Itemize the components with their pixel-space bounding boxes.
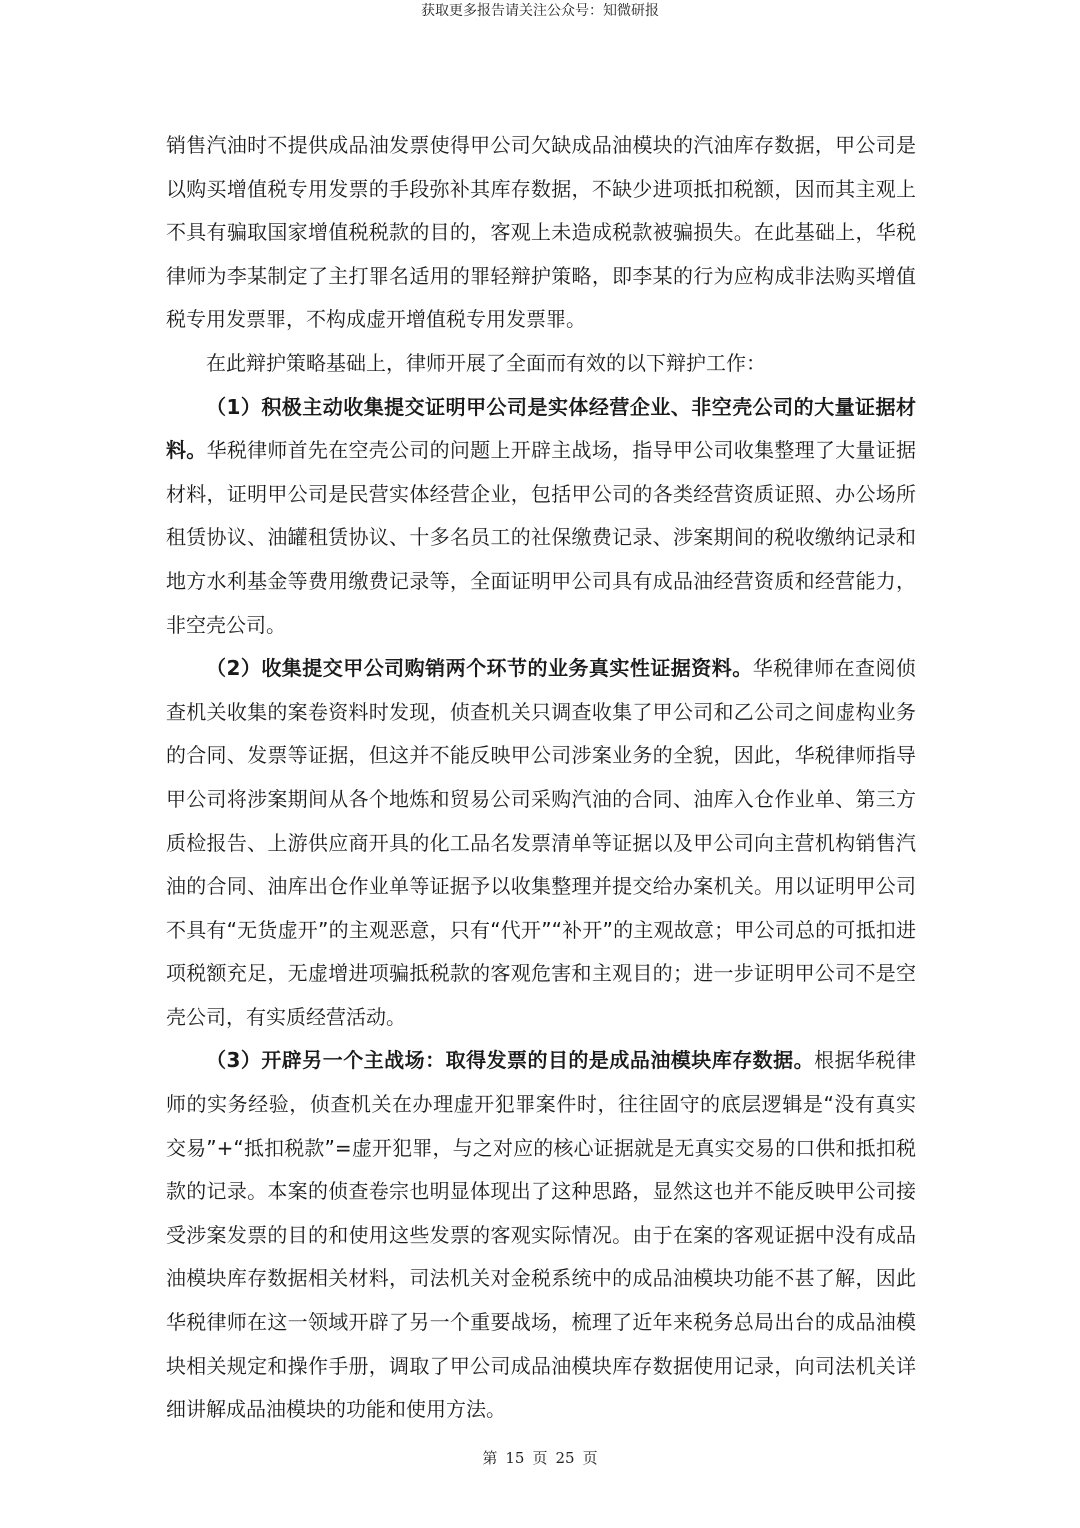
paragraph-1: 销售汽油时不提供成品油发票使得甲公司欠缺成品油模块的汽油库存数据，甲公司是以购买增值税专用发票的手段弥补其库存数据，不缺少进项抵扣税额，因而其主观上不具有骗取国家增值税税款的目的，客观上未造成税款被骗损失。在此基础上，华税律师为李某制定了主打罪名适用的罪轻辩护策略，即李某的行为应构成非法购买增值税专用发票罪，不构成虚开增值税专用发票罪。 [166, 133, 916, 332]
paragraph-5-text: 根据华税律师的实务经验，侦查机关在办理虚开犯罪案件时，往往固守的底层逻辑是“没有真实交易”+“抵扣税款”=虚开犯罪，与之对应的核心证据就是无真实交易的口供和抵扣税款的记录。本案的侦查卷宗也明显体现出了这种思路，显然这也并不能反映甲公司接受涉案发票的目的和使用这些发票的客观实际情况。由于在案的客观证据中没有成品油模块库存数据相关材料，司法机关对金税系统中的成品油模块功能不甚了解，因此华税律师在这一领域开辟了另一个重要战场，梳理了近年来税务总局出台的成品油模块相关规定和操作手册，调取了甲公司成品油模块库存数据使用记录，向司法机关详细讲解成品油模块的功能和使用方法。 [166, 1048, 917, 1422]
paragraph-3 [166, 386, 916, 648]
page-total: 25 [555, 1449, 575, 1467]
footer-suffix: 页 [582, 1449, 598, 1467]
footer-middle: 页 [532, 1449, 548, 1467]
footer-prefix: 第 [482, 1449, 498, 1467]
page-number: 15 [505, 1449, 525, 1467]
paragraph-3-text: 华税律师首先在空壳公司的问题上开辟主战场，指导甲公司收集整理了大量证据材料，证明甲公司是民营实体经营企业，包括甲公司的各类经营资质证照、办公场所租赁协议、油罐租赁协议、十多名员工的社保缴费记录、涉案期间的税收缴纳记录和地方水利基金等费用缴费记录等，全面证明甲公司具有成品油经营资质和经营能力，非空壳公司。 [166, 438, 917, 637]
top-banner: 获取更多报告请关注公众号：知微研报 [421, 3, 659, 19]
document-body [166, 124, 916, 1432]
paragraph-4 [166, 647, 916, 1039]
paragraph-3-heading: （1）积极主动收集提交证明甲公司是实体经营企业、非空壳公司的大量证据材料。 [166, 394, 916, 463]
paragraph-5 [166, 1039, 916, 1431]
paragraph-4-text: 华税律师在查阅侦查机关收集的案卷资料时发现，侦查机关只调查收集了甲公司和乙公司之间虚构业务的合同、发票等证据，但这并不能反映甲公司涉案业务的全貌，因此，华税律师指导甲公司将涉案期间从各个地炼和贸易公司采购汽油的合同、油库入仓作业单、第三方质检报告、上游供应商开具的化工品名发票清单等证据以及甲公司向主营机构销售汽油的合同、油库出仓作业单等证据予以收集整理并提交给办案机关。用以证明甲公司不具有“无货虚开”的主观恶意，只有“代开”“补开”的主观故意；甲公司总的可抵扣进项税额充足，无虚增进项骗抵税款的客观危害和主观目的；进一步证明甲公司不是空壳公司，有实质经营活动。 [166, 656, 916, 1029]
page-footer [0, 1448, 1080, 1468]
paragraph-4-heading: （2）收集提交甲公司购销两个环节的业务真实性证据资料。 [206, 656, 753, 681]
paragraph-2: 在此辩护策略基础上，律师开展了全面而有效的以下辩护工作： [206, 350, 766, 375]
paragraph-5-heading: （3）开辟另一个主战场：取得发票的目的是成品油模块库存数据。 [206, 1048, 815, 1073]
